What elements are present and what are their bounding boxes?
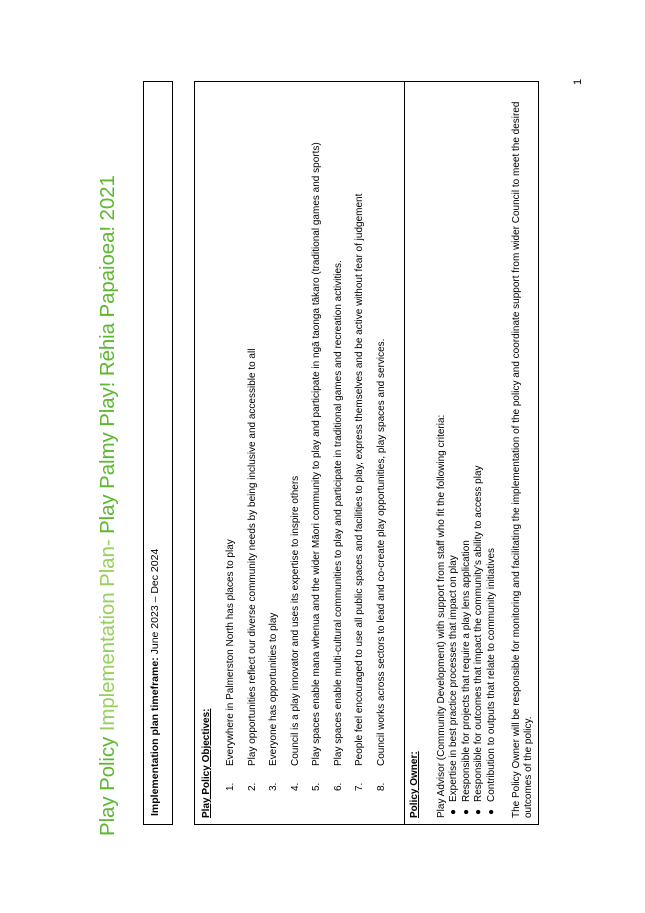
objective-item bbox=[333, 88, 355, 818]
objectives-list bbox=[225, 88, 397, 818]
objective-number: 7. bbox=[354, 782, 365, 791]
objective-item bbox=[247, 88, 269, 818]
objective-item bbox=[376, 88, 398, 818]
policy-table bbox=[194, 81, 539, 825]
objective-item bbox=[268, 88, 290, 818]
timeframe-value: June 2023 – Dec 2024 bbox=[149, 548, 161, 658]
objective-text: Play opportunities reflect our diverse community needs by being inclusive and accessible to all bbox=[246, 348, 258, 766]
objective-item bbox=[311, 88, 333, 818]
objective-text: Play spaces enable multi-cultural communities to play and participate in traditional games and recreation activities. bbox=[332, 260, 344, 766]
owner-responsibility-note: The Policy Owner will be responsible for monitoring and facilitating the implementation of the policy and coordinate support from wider Council to meet the desired outcomes of the policy. bbox=[510, 101, 534, 818]
criteria-text: Responsible for outcomes that impact the community's ability to access play bbox=[473, 465, 485, 802]
objective-text: Everyone has opportunities to play bbox=[268, 612, 279, 766]
bullet-icon: ● bbox=[460, 808, 472, 815]
timeframe-label: Implementation plan timeframe: bbox=[149, 657, 161, 816]
owner-heading: Policy Owner: bbox=[409, 751, 420, 818]
bullet-icon: ● bbox=[473, 808, 485, 815]
criteria-item bbox=[461, 88, 474, 818]
criteria-text: Responsible for projects that require a play lens application bbox=[460, 540, 472, 802]
objective-item bbox=[354, 88, 376, 818]
title-part-name: Play Palmy Play! Rēhia Papaioea! 2021 bbox=[96, 175, 119, 534]
criteria-item bbox=[486, 88, 499, 818]
bullet-icon: ● bbox=[448, 808, 459, 815]
objective-number: 1. bbox=[225, 782, 236, 791]
document-title bbox=[96, 36, 120, 836]
objective-item bbox=[290, 88, 312, 818]
objective-text: Council is a play innovator and uses its expertise to inspire others bbox=[289, 475, 301, 766]
criteria-item bbox=[473, 88, 486, 818]
criteria-text: Expertise in best practice processes that impact on play bbox=[448, 555, 459, 802]
objective-number: 8. bbox=[375, 782, 387, 791]
objectives-section bbox=[195, 82, 405, 824]
timeframe-box bbox=[143, 81, 173, 825]
objectives-heading: Play Policy Objectives: bbox=[201, 708, 212, 818]
objective-number: 3. bbox=[268, 782, 279, 791]
objective-number: 6. bbox=[332, 782, 344, 791]
criteria-item bbox=[448, 88, 461, 818]
title-part-plan: Implementation Plan- bbox=[96, 533, 119, 737]
objective-number: 4. bbox=[289, 782, 301, 791]
policy-owner-section bbox=[405, 82, 538, 824]
title-part-policy: Play Policy bbox=[96, 736, 119, 836]
objective-text: Play spaces enable mana whenua and the wider Māori community to play and participate in ngā taonga tākaro (traditional games and sports) bbox=[311, 142, 322, 766]
bullet-icon: ● bbox=[486, 808, 498, 815]
objective-text: Council works across sectors to lead and co-create play opportunities, play spaces and services. bbox=[375, 338, 387, 766]
objective-number: 2. bbox=[246, 782, 258, 791]
objective-text: Everywhere in Palmerston North has places to play bbox=[225, 539, 236, 766]
objective-item bbox=[225, 88, 247, 818]
criteria-list bbox=[448, 88, 499, 818]
criteria-text: Contribution to outputs that relate to community initiatives bbox=[486, 547, 498, 802]
objective-number: 5. bbox=[311, 782, 322, 791]
owner-description: Play Advisor (Community Development) with support from staff who fit the following criteria: bbox=[435, 414, 447, 818]
page-number: 1 bbox=[572, 78, 584, 85]
objective-text: People feel encouraged to use all public spaces and facilities to play, express themselves and be active without fear of judgement bbox=[354, 193, 365, 766]
